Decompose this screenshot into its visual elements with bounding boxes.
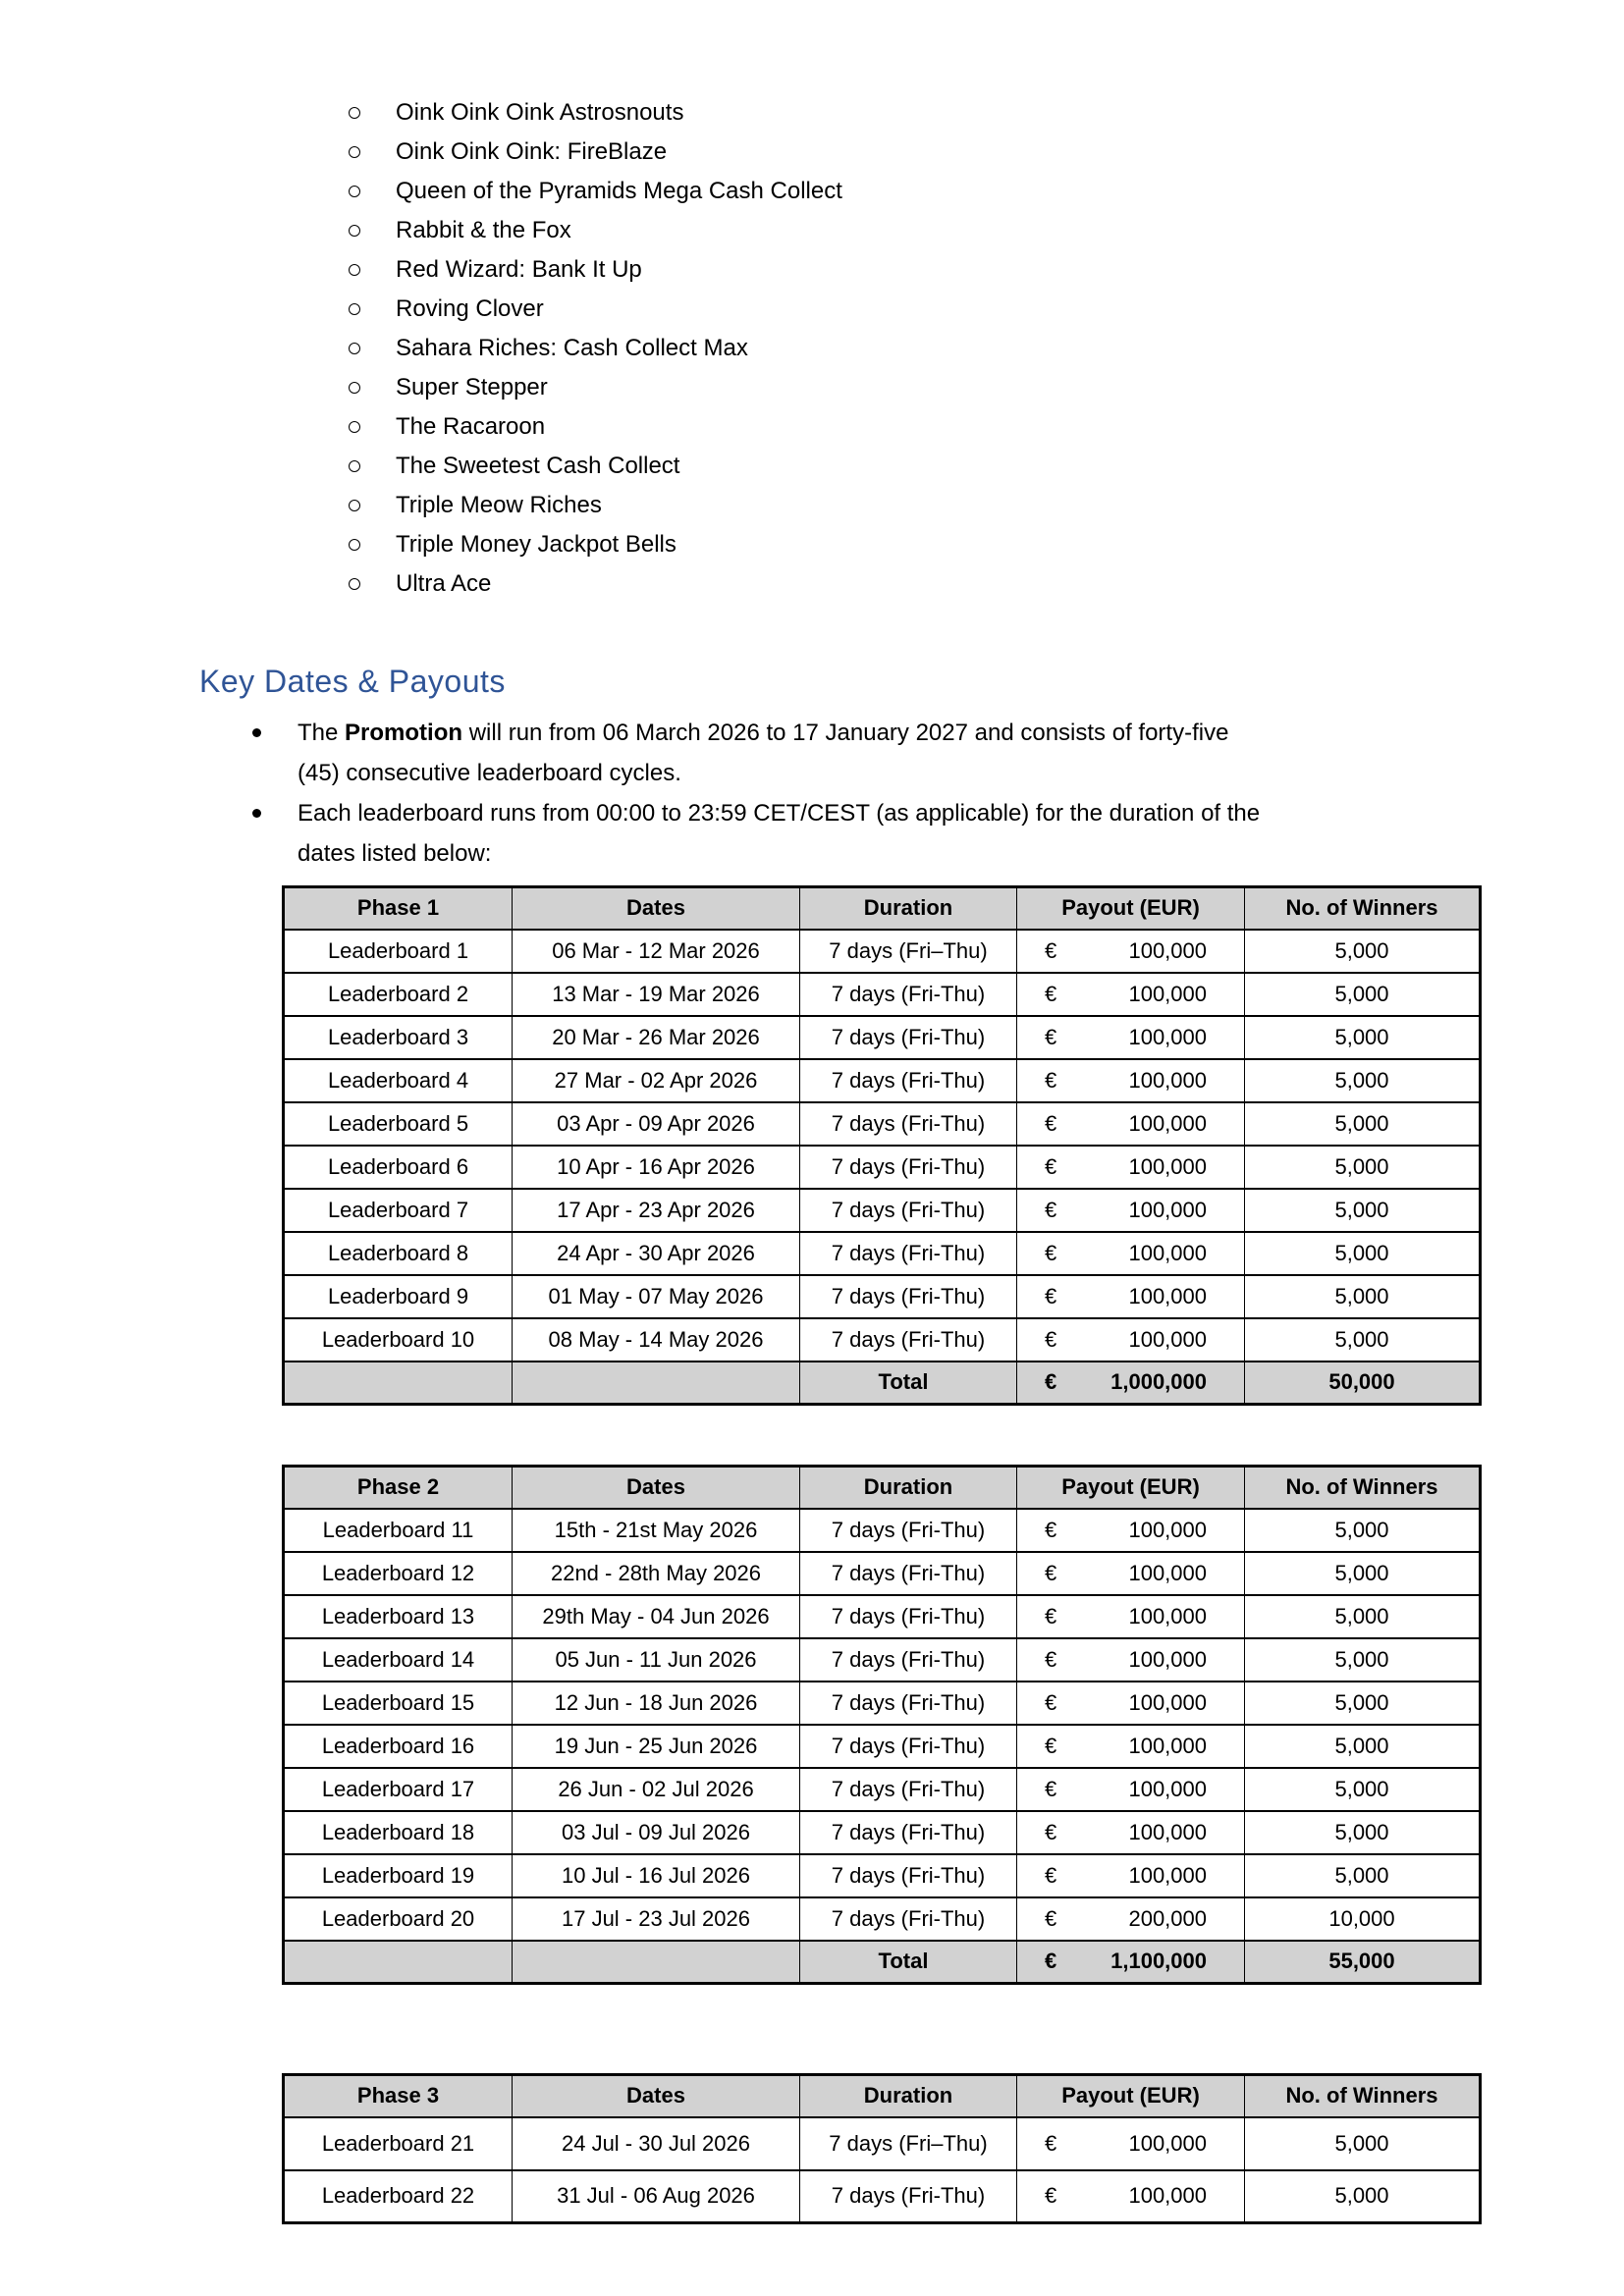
payout-cell-content bbox=[1017, 1068, 1244, 1094]
column-header-payout: Payout (EUR) bbox=[1017, 1467, 1245, 1509]
cell-total-payout bbox=[1017, 1362, 1245, 1405]
cell-duration: 7 days (Fri–Thu) bbox=[800, 930, 1017, 973]
payout-amount: 100,000 bbox=[1128, 1733, 1207, 1758]
column-header-phase: Phase 3 bbox=[284, 2075, 513, 2117]
column-header-payout: Payout (EUR) bbox=[1017, 887, 1245, 930]
cell-leaderboard: Leaderboard 9 bbox=[284, 1275, 513, 1318]
cell-payout bbox=[1017, 1854, 1245, 1897]
table-row bbox=[284, 2170, 1481, 2223]
bullet-text-segment: Promotion bbox=[345, 720, 463, 746]
cell-total-payout bbox=[1017, 1941, 1245, 1984]
payout-amount: 100,000 bbox=[1128, 1517, 1207, 1542]
payout-cell-content bbox=[1017, 1949, 1244, 1974]
column-header-duration: Duration bbox=[800, 2075, 1017, 2117]
payout-amount: 100,000 bbox=[1128, 1024, 1207, 1049]
payout-cell-content bbox=[1017, 1369, 1244, 1395]
cell-payout bbox=[1017, 1102, 1245, 1146]
cell-leaderboard: Leaderboard 16 bbox=[284, 1725, 513, 1768]
game-list bbox=[349, 93, 842, 604]
cell-winners: 5,000 bbox=[1245, 1811, 1481, 1854]
currency-symbol: € bbox=[1045, 1733, 1057, 1758]
game-title: Super Stepper bbox=[396, 374, 548, 400]
payout-cell-content bbox=[1017, 1284, 1244, 1309]
cell-winners: 5,000 bbox=[1245, 1318, 1481, 1362]
cell-winners: 5,000 bbox=[1245, 2170, 1481, 2223]
bullet-text-segment: (45) consecutive leaderboard cycles. bbox=[298, 760, 681, 786]
cell-leaderboard: Leaderboard 22 bbox=[284, 2170, 513, 2223]
table-row bbox=[284, 1595, 1481, 1638]
currency-symbol: € bbox=[1045, 1517, 1057, 1542]
payout-cell-content bbox=[1017, 1777, 1244, 1802]
cell-duration: 7 days (Fri-Thu) bbox=[800, 1102, 1017, 1146]
payout-amount: 100,000 bbox=[1128, 1776, 1207, 1801]
cell-duration: 7 days (Fri-Thu) bbox=[800, 1811, 1017, 1854]
table-row bbox=[284, 1059, 1481, 1102]
column-header-winners: No. of Winners bbox=[1245, 2075, 1481, 2117]
currency-symbol: € bbox=[1045, 1905, 1057, 1931]
cell-winners: 5,000 bbox=[1245, 1854, 1481, 1897]
payout-cell-content bbox=[1017, 1025, 1244, 1050]
cell-dates: 19 Jun - 25 Jun 2026 bbox=[513, 1725, 800, 1768]
currency-symbol: € bbox=[1045, 1949, 1057, 1974]
cell-winners: 5,000 bbox=[1245, 1232, 1481, 1275]
currency-symbol: € bbox=[1045, 981, 1057, 1006]
circle-bullet-icon bbox=[349, 303, 360, 315]
cell-duration: 7 days (Fri-Thu) bbox=[800, 1725, 1017, 1768]
cell-payout bbox=[1017, 1232, 1245, 1275]
cell-winners: 5,000 bbox=[1245, 1725, 1481, 1768]
payout-amount: 100,000 bbox=[1128, 1646, 1207, 1672]
game-list-item bbox=[349, 133, 842, 172]
cell-dates: 17 Jul - 23 Jul 2026 bbox=[513, 1897, 800, 1941]
cell-dates: 08 May - 14 May 2026 bbox=[513, 1318, 800, 1362]
payout-cell-content bbox=[1017, 982, 1244, 1007]
table-header-row bbox=[284, 887, 1481, 930]
cell-duration: 7 days (Fri-Thu) bbox=[800, 1318, 1017, 1362]
currency-symbol: € bbox=[1045, 1560, 1057, 1585]
payout-amount: 100,000 bbox=[1128, 1197, 1207, 1222]
circle-bullet-icon bbox=[349, 186, 360, 197]
game-list-item bbox=[349, 290, 842, 329]
cell-leaderboard: Leaderboard 8 bbox=[284, 1232, 513, 1275]
cell-leaderboard: Leaderboard 21 bbox=[284, 2117, 513, 2170]
column-header-dates: Dates bbox=[513, 887, 800, 930]
cell-winners: 5,000 bbox=[1245, 1059, 1481, 1102]
cell-dates: 03 Apr - 09 Apr 2026 bbox=[513, 1102, 800, 1146]
cell-leaderboard: Leaderboard 17 bbox=[284, 1768, 513, 1811]
game-title: Oink Oink Oink Astrosnouts bbox=[396, 99, 684, 126]
table-header-row bbox=[284, 1467, 1481, 1509]
cell-payout bbox=[1017, 1768, 1245, 1811]
table-row bbox=[284, 1016, 1481, 1059]
key-points-list bbox=[252, 713, 1260, 874]
cell-duration: 7 days (Fri-Thu) bbox=[800, 1275, 1017, 1318]
payout-amount: 100,000 bbox=[1128, 2183, 1207, 2209]
currency-symbol: € bbox=[1045, 937, 1057, 963]
game-list-item bbox=[349, 250, 842, 290]
currency-symbol: € bbox=[1045, 1369, 1057, 1395]
column-header-dates: Dates bbox=[513, 2075, 800, 2117]
circle-bullet-icon bbox=[349, 225, 360, 237]
circle-bullet-icon bbox=[349, 578, 360, 590]
cell-payout bbox=[1017, 973, 1245, 1016]
cell-payout bbox=[1017, 1318, 1245, 1362]
payout-cell-content bbox=[1017, 1604, 1244, 1629]
cell-empty bbox=[284, 1362, 513, 1405]
cell-leaderboard: Leaderboard 3 bbox=[284, 1016, 513, 1059]
cell-dates: 24 Apr - 30 Apr 2026 bbox=[513, 1232, 800, 1275]
cell-payout bbox=[1017, 1146, 1245, 1189]
payout-cell-content bbox=[1017, 1518, 1244, 1543]
bullet-text-segment: dates listed below: bbox=[298, 840, 492, 867]
cell-duration: 7 days (Fri-Thu) bbox=[800, 1768, 1017, 1811]
cell-dates: 27 Mar - 02 Apr 2026 bbox=[513, 1059, 800, 1102]
cell-duration: 7 days (Fri-Thu) bbox=[800, 1189, 1017, 1232]
currency-symbol: € bbox=[1045, 1862, 1057, 1888]
cell-leaderboard: Leaderboard 6 bbox=[284, 1146, 513, 1189]
game-title: The Sweetest Cash Collect bbox=[396, 453, 680, 479]
cell-leaderboard: Leaderboard 1 bbox=[284, 930, 513, 973]
cell-duration: 7 days (Fri-Thu) bbox=[800, 1595, 1017, 1638]
table-row bbox=[284, 930, 1481, 973]
currency-symbol: € bbox=[1045, 1603, 1057, 1629]
total-label: Total bbox=[800, 1941, 1017, 1984]
cell-leaderboard: Leaderboard 13 bbox=[284, 1595, 513, 1638]
cell-payout bbox=[1017, 1725, 1245, 1768]
bullet-item bbox=[252, 713, 1260, 793]
circle-bullet-icon bbox=[349, 539, 360, 551]
payout-amount: 100,000 bbox=[1128, 1240, 1207, 1265]
table-row bbox=[284, 1682, 1481, 1725]
currency-symbol: € bbox=[1045, 1326, 1057, 1352]
currency-symbol: € bbox=[1045, 1283, 1057, 1308]
cell-duration: 7 days (Fri-Thu) bbox=[800, 1897, 1017, 1941]
cell-leaderboard: Leaderboard 10 bbox=[284, 1318, 513, 1362]
cell-dates: 13 Mar - 19 Mar 2026 bbox=[513, 973, 800, 1016]
table-row bbox=[284, 1232, 1481, 1275]
currency-symbol: € bbox=[1045, 1197, 1057, 1222]
game-list-item bbox=[349, 211, 842, 250]
cell-leaderboard: Leaderboard 5 bbox=[284, 1102, 513, 1146]
game-list-item bbox=[349, 447, 842, 486]
payout-amount: 100,000 bbox=[1128, 2130, 1207, 2156]
circle-bullet-icon bbox=[349, 146, 360, 158]
bullet-text bbox=[298, 713, 1228, 793]
table-total-row bbox=[284, 1941, 1481, 1984]
circle-bullet-icon bbox=[349, 107, 360, 119]
cell-winners: 5,000 bbox=[1245, 2117, 1481, 2170]
cell-payout bbox=[1017, 1595, 1245, 1638]
cell-payout bbox=[1017, 1189, 1245, 1232]
cell-payout bbox=[1017, 1682, 1245, 1725]
table-row bbox=[284, 1854, 1481, 1897]
circle-bullet-icon bbox=[349, 460, 360, 472]
cell-payout bbox=[1017, 2170, 1245, 2223]
cell-empty bbox=[513, 1362, 800, 1405]
cell-dates: 20 Mar - 26 Mar 2026 bbox=[513, 1016, 800, 1059]
cell-dates: 05 Jun - 11 Jun 2026 bbox=[513, 1638, 800, 1682]
bullet-item bbox=[252, 793, 1260, 874]
cell-payout bbox=[1017, 1811, 1245, 1854]
cell-duration: 7 days (Fri-Thu) bbox=[800, 1146, 1017, 1189]
cell-payout bbox=[1017, 930, 1245, 973]
payout-cell-content bbox=[1017, 1198, 1244, 1223]
table-row bbox=[284, 1146, 1481, 1189]
column-header-winners: No. of Winners bbox=[1245, 887, 1481, 930]
table-header-row bbox=[284, 2075, 1481, 2117]
payout-amount: 100,000 bbox=[1128, 1819, 1207, 1844]
bullet-text-segment: The bbox=[298, 720, 346, 746]
circle-bullet-icon bbox=[349, 382, 360, 394]
cell-dates: 29th May - 04 Jun 2026 bbox=[513, 1595, 800, 1638]
cell-leaderboard: Leaderboard 11 bbox=[284, 1509, 513, 1552]
cell-empty bbox=[284, 1941, 513, 1984]
table-row bbox=[284, 1725, 1481, 1768]
cell-dates: 10 Apr - 16 Apr 2026 bbox=[513, 1146, 800, 1189]
game-list-item bbox=[349, 172, 842, 211]
cell-dates: 12 Jun - 18 Jun 2026 bbox=[513, 1682, 800, 1725]
cell-dates: 01 May - 07 May 2026 bbox=[513, 1275, 800, 1318]
circle-bullet-icon bbox=[349, 500, 360, 511]
payout-amount: 100,000 bbox=[1128, 1862, 1207, 1888]
payout-cell-content bbox=[1017, 1561, 1244, 1586]
dot-bullet-icon bbox=[252, 728, 261, 737]
cell-duration: 7 days (Fri-Thu) bbox=[800, 1854, 1017, 1897]
currency-symbol: € bbox=[1045, 1024, 1057, 1049]
cell-duration: 7 days (Fri-Thu) bbox=[800, 2170, 1017, 2223]
cell-winners: 5,000 bbox=[1245, 973, 1481, 1016]
currency-symbol: € bbox=[1045, 1646, 1057, 1672]
table-row bbox=[284, 1552, 1481, 1595]
payout-cell-content bbox=[1017, 938, 1244, 964]
cell-dates: 17 Apr - 23 Apr 2026 bbox=[513, 1189, 800, 1232]
currency-symbol: € bbox=[1045, 1776, 1057, 1801]
table-row bbox=[284, 1318, 1481, 1362]
cell-winners: 5,000 bbox=[1245, 930, 1481, 973]
payout-amount: 200,000 bbox=[1128, 1905, 1207, 1931]
table-row bbox=[284, 1102, 1481, 1146]
payout-cell-content bbox=[1017, 1647, 1244, 1673]
table-row bbox=[284, 1189, 1481, 1232]
game-list-item bbox=[349, 486, 842, 525]
column-header-winners: No. of Winners bbox=[1245, 1467, 1481, 1509]
cell-leaderboard: Leaderboard 4 bbox=[284, 1059, 513, 1102]
cell-duration: 7 days (Fri-Thu) bbox=[800, 1509, 1017, 1552]
cell-dates: 26 Jun - 02 Jul 2026 bbox=[513, 1768, 800, 1811]
column-header-duration: Duration bbox=[800, 1467, 1017, 1509]
cell-leaderboard: Leaderboard 12 bbox=[284, 1552, 513, 1595]
payout-cell-content bbox=[1017, 1327, 1244, 1353]
currency-symbol: € bbox=[1045, 1819, 1057, 1844]
cell-winners: 5,000 bbox=[1245, 1552, 1481, 1595]
cell-dates: 15th - 21st May 2026 bbox=[513, 1509, 800, 1552]
cell-payout bbox=[1017, 1016, 1245, 1059]
currency-symbol: € bbox=[1045, 2130, 1057, 2156]
payout-cell-content bbox=[1017, 1820, 1244, 1845]
game-title: Sahara Riches: Cash Collect Max bbox=[396, 335, 748, 361]
payout-cell-content bbox=[1017, 1863, 1244, 1889]
table-row bbox=[284, 1768, 1481, 1811]
game-list-item bbox=[349, 93, 842, 133]
currency-symbol: € bbox=[1045, 1689, 1057, 1715]
cell-payout bbox=[1017, 1552, 1245, 1595]
payout-cell-content bbox=[1017, 2131, 1244, 2157]
bullet-text-segment: will run from 06 March 2026 to 17 January 2027 and consists of forty-five bbox=[462, 720, 1229, 746]
game-title: Triple Money Jackpot Bells bbox=[396, 531, 677, 558]
bullet-text-segment: Each leaderboard runs from 00:00 to 23:59 CET/CEST (as applicable) for the duration of the bbox=[298, 800, 1261, 827]
cell-empty bbox=[513, 1941, 800, 1984]
payout-amount: 100,000 bbox=[1128, 1326, 1207, 1352]
payout-cell-content bbox=[1017, 2183, 1244, 2209]
payout-amount: 100,000 bbox=[1128, 1283, 1207, 1308]
cell-duration: 7 days (Fri-Thu) bbox=[800, 1059, 1017, 1102]
cell-payout bbox=[1017, 1638, 1245, 1682]
cell-payout bbox=[1017, 1509, 1245, 1552]
payout-amount: 100,000 bbox=[1128, 1067, 1207, 1093]
total-label: Total bbox=[800, 1362, 1017, 1405]
table-row bbox=[284, 973, 1481, 1016]
cell-payout bbox=[1017, 1897, 1245, 1941]
cell-total-winners: 55,000 bbox=[1245, 1941, 1481, 1984]
game-list-item bbox=[349, 564, 842, 604]
game-title: Oink Oink Oink: FireBlaze bbox=[396, 138, 668, 165]
cell-winners: 5,000 bbox=[1245, 1638, 1481, 1682]
cell-dates: 31 Jul - 06 Aug 2026 bbox=[513, 2170, 800, 2223]
column-header-duration: Duration bbox=[800, 887, 1017, 930]
payout-cell-content bbox=[1017, 1690, 1244, 1716]
section-heading: Key Dates & Payouts bbox=[199, 664, 506, 699]
table-row bbox=[284, 1275, 1481, 1318]
payout-amount: 100,000 bbox=[1128, 981, 1207, 1006]
column-header-dates: Dates bbox=[513, 1467, 800, 1509]
cell-duration: 7 days (Fri-Thu) bbox=[800, 1682, 1017, 1725]
cell-leaderboard: Leaderboard 7 bbox=[284, 1189, 513, 1232]
cell-dates: 03 Jul - 09 Jul 2026 bbox=[513, 1811, 800, 1854]
game-title: Red Wizard: Bank It Up bbox=[396, 256, 642, 283]
cell-dates: 10 Jul - 16 Jul 2026 bbox=[513, 1854, 800, 1897]
game-title: Roving Clover bbox=[396, 295, 544, 322]
table-row bbox=[284, 1897, 1481, 1941]
cell-winners: 5,000 bbox=[1245, 1595, 1481, 1638]
payout-cell-content bbox=[1017, 1111, 1244, 1137]
column-header-phase: Phase 1 bbox=[284, 887, 513, 930]
currency-symbol: € bbox=[1045, 2183, 1057, 2209]
payout-amount: 1,100,000 bbox=[1110, 1949, 1207, 1974]
phase-3-table bbox=[282, 2073, 1482, 2224]
game-list-item bbox=[349, 407, 842, 447]
game-title: Triple Meow Riches bbox=[396, 492, 602, 518]
cell-dates: 22nd - 28th May 2026 bbox=[513, 1552, 800, 1595]
payout-cell-content bbox=[1017, 1241, 1244, 1266]
cell-dates: 24 Jul - 30 Jul 2026 bbox=[513, 2117, 800, 2170]
payout-amount: 100,000 bbox=[1128, 1603, 1207, 1629]
circle-bullet-icon bbox=[349, 421, 360, 433]
currency-symbol: € bbox=[1045, 1110, 1057, 1136]
dot-bullet-icon bbox=[252, 809, 261, 818]
circle-bullet-icon bbox=[349, 343, 360, 354]
payout-amount: 100,000 bbox=[1128, 1110, 1207, 1136]
game-title: The Racaroon bbox=[396, 413, 546, 440]
game-list-item bbox=[349, 329, 842, 368]
currency-symbol: € bbox=[1045, 1153, 1057, 1179]
cell-winners: 5,000 bbox=[1245, 1189, 1481, 1232]
currency-symbol: € bbox=[1045, 1067, 1057, 1093]
game-title: Rabbit & the Fox bbox=[396, 217, 571, 243]
cell-duration: 7 days (Fri-Thu) bbox=[800, 1552, 1017, 1595]
table-total-row bbox=[284, 1362, 1481, 1405]
cell-winners: 5,000 bbox=[1245, 1146, 1481, 1189]
cell-leaderboard: Leaderboard 15 bbox=[284, 1682, 513, 1725]
game-list-item bbox=[349, 525, 842, 564]
cell-winners: 5,000 bbox=[1245, 1509, 1481, 1552]
payout-cell-content bbox=[1017, 1734, 1244, 1759]
cell-duration: 7 days (Fri-Thu) bbox=[800, 1016, 1017, 1059]
table-row bbox=[284, 1509, 1481, 1552]
cell-leaderboard: Leaderboard 14 bbox=[284, 1638, 513, 1682]
payout-cell-content bbox=[1017, 1154, 1244, 1180]
payout-amount: 100,000 bbox=[1128, 1560, 1207, 1585]
cell-payout bbox=[1017, 1275, 1245, 1318]
cell-winners: 10,000 bbox=[1245, 1897, 1481, 1941]
cell-duration: 7 days (Fri-Thu) bbox=[800, 1232, 1017, 1275]
game-title: Ultra Ace bbox=[396, 570, 492, 597]
phase-2-table bbox=[282, 1465, 1482, 1985]
payout-amount: 100,000 bbox=[1128, 1689, 1207, 1715]
cell-winners: 5,000 bbox=[1245, 1016, 1481, 1059]
cell-payout bbox=[1017, 2117, 1245, 2170]
bullet-text bbox=[298, 793, 1260, 874]
cell-duration: 7 days (Fri-Thu) bbox=[800, 973, 1017, 1016]
cell-leaderboard: Leaderboard 20 bbox=[284, 1897, 513, 1941]
payout-amount: 100,000 bbox=[1128, 937, 1207, 963]
cell-leaderboard: Leaderboard 19 bbox=[284, 1854, 513, 1897]
payout-amount: 100,000 bbox=[1128, 1153, 1207, 1179]
table-row bbox=[284, 1811, 1481, 1854]
cell-winners: 5,000 bbox=[1245, 1768, 1481, 1811]
game-title: Queen of the Pyramids Mega Cash Collect bbox=[396, 178, 842, 204]
circle-bullet-icon bbox=[349, 264, 360, 276]
cell-winners: 5,000 bbox=[1245, 1102, 1481, 1146]
currency-symbol: € bbox=[1045, 1240, 1057, 1265]
game-list-item bbox=[349, 368, 842, 407]
table-row bbox=[284, 1638, 1481, 1682]
cell-duration: 7 days (Fri-Thu) bbox=[800, 1638, 1017, 1682]
payout-cell-content bbox=[1017, 1906, 1244, 1932]
cell-winners: 5,000 bbox=[1245, 1275, 1481, 1318]
column-header-phase: Phase 2 bbox=[284, 1467, 513, 1509]
cell-winners: 5,000 bbox=[1245, 1682, 1481, 1725]
cell-leaderboard: Leaderboard 2 bbox=[284, 973, 513, 1016]
cell-duration: 7 days (Fri–Thu) bbox=[800, 2117, 1017, 2170]
cell-dates: 06 Mar - 12 Mar 2026 bbox=[513, 930, 800, 973]
cell-payout bbox=[1017, 1059, 1245, 1102]
cell-leaderboard: Leaderboard 18 bbox=[284, 1811, 513, 1854]
column-header-payout: Payout (EUR) bbox=[1017, 2075, 1245, 2117]
phase-1-table bbox=[282, 885, 1482, 1406]
payout-amount: 1,000,000 bbox=[1110, 1369, 1207, 1395]
table-row bbox=[284, 2117, 1481, 2170]
cell-total-winners: 50,000 bbox=[1245, 1362, 1481, 1405]
